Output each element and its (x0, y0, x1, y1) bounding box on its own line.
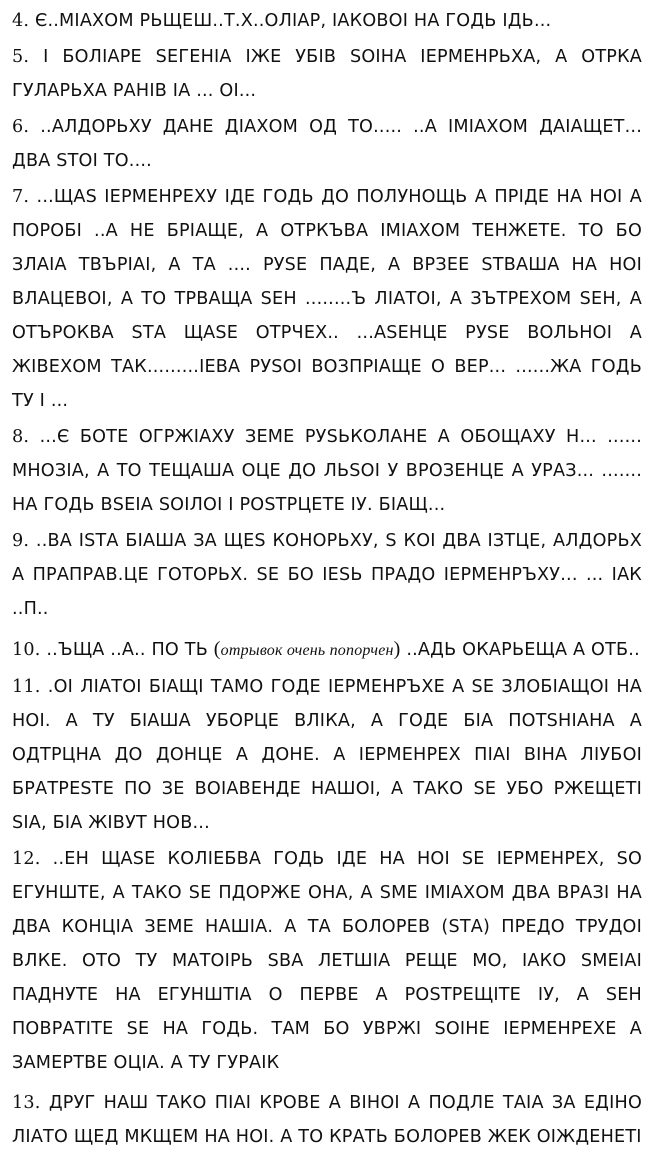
paragraph-number: 12. (12, 849, 41, 869)
paragraph-4 (12, 4, 642, 38)
paragraph-text: І БОЛІАРЕ ЅЕГЕНІА ІЖЕ УБІВ ЅОІНА ІЕРМЕНРЬХА, А ОТРКА ГУЛАРЬХА РАНІВ ІА ... ОІ... (12, 47, 643, 101)
paragraph-13 (12, 1086, 642, 1154)
paragraph-text: ..ВА ІЅТА БІАША ЗА ЩЕЅ КОНОРЬХУ, Ѕ КОІ ДВА ІЗТЦЕ, АЛДОРЬХ А ПРАПРАВ.ЦЕ ГОТОРЬХ. ЅЕ БО ІЕЅЬ ПРАДО ІЕРМЕНРЪХУ... ... ІАК ..П.. (12, 531, 642, 619)
paragraph-number: 6. (12, 117, 30, 137)
paragraph-number: 10. (12, 640, 41, 660)
paragraph-number: 13. (12, 1093, 41, 1113)
paragraph-text: ...ЩАЅ ІЕРМЕНРЕХУ ІДЕ ГОДЬ ДО ПОЛУНОЩЬ А ПРІДЕ НА НОІ А ПОРОБІ ..А НЕ БРІАЩЕ, А ОТРКЪВА ІМІАХОМ ТЕНЖЕТЕ. ТО БО ЗЛАІА ТВЪРІАІ, А ТА .... РУЅЕ ПАДЕ, А ВРЗЕЕ ЅТВАША НА НОІ ВЛАЦЕВОІ, А ТО ТРВАЩА ЅЕН ........Ъ ЛІАТОІ, А ЗЪТРЕХОМ ЅЕН, А ОТЪРОКВА ЅТА ЩАЅЕ ОТРЧЕХ.. ...АЅЕНЦЕ РУЅЕ ВОЛЬНОІ А ЖІВЕХОМ ТАК.........ІЕВА РУЅОІ ВОЗПРІАЩЕ О ВЕР... ......ЖА ГОДЬ ТУ І ... (12, 187, 642, 411)
paragraph-10 (12, 632, 642, 668)
paragraph-12 (12, 842, 642, 1080)
paragraph-11 (12, 670, 642, 840)
close-paren: ) (393, 638, 401, 660)
paragraph-8 (12, 420, 642, 522)
open-paren: ( (213, 638, 221, 660)
paragraph-6 (12, 110, 642, 178)
paragraph-text: ДРУГ НАШ ТАКО ПІАІ КРОВЕ А ВІНОІ А ПОДЛЕ ТАІА ЗА ЕДІНО ЛІАТО ЩЕД МКЩЕМ НА НОІ. А ТО КРАТЬ БОЛОРЕВ ЖЕК ОІЖДЕНЕТІ (12, 1093, 642, 1147)
paragraph-number: 8. (12, 427, 30, 447)
paragraph-5 (12, 40, 642, 108)
paragraph-number: 7. (12, 187, 30, 207)
paragraph-text: ..ЕН ЩАЅЕ КОЛІЕБВА ГОДЬ ІДЕ НА НОІ ЅЕ ІЕРМЕНРЕХ, ЅО ЕГУНШТЕ, А ТАКО ЅЕ ПДОРЖЕ ОНА, А ЅМЕ ІМІАХОМ ДВА ВРАЗІ НА ДВА КОНЦІА ЗЕМЕ НАШІА. А ТА БОЛОРЕВ (ЅТА) ПРЕДО ТРУДОІ ВЛКЕ. ОТО ТУ МАТОІРЬ ЅВА ЛЕТШІА РЕЩЕ МО, ІАКО ЅМЕІАІ ПАДНУТЕ НА ЕГУНШТІА О ПЕРВЕ А РОЅТРЕЩІТЕ ІУ, А ЅЕН ПОВРАТІТЕ ЅЕ НА ГОДЬ. ТАМ БО УВРЖІ ЅОІНЕ ІЕРМЕНРЕХЕ А ЗАМЕРТВЕ ОЦІА. А ТУ ГУРАІК (12, 849, 642, 1073)
paragraph-9 (12, 524, 642, 626)
paragraph-number: 9. (12, 531, 30, 551)
paragraph-text: Є..МІАХОМ РЬЩЕШ..Т.Х..ОЛІАР, ІАКОВОІ НА ГОДЬ ІДЬ... (34, 11, 552, 31)
paragraph-number: 5. (12, 47, 30, 67)
paragraph-text: .ОІ ЛІАТОІ БІАЩІ ТАМО ГОДЕ ІЕРМЕНРЪХЕ А ЅЕ ЗЛОБІАЩОІ НА НОІ. А ТУ БІАША УБОРЦЕ ВЛІКА, А ГОДЕ БІА ПОТЅНІАНА А ОДТРЦНА ДО ДОНЦЕ А ДОНЕ. А ІЕРМЕНРЕХ ПІАІ ВІНА ЛІУБОІ БРАТРЕЅТЕ ПО ЗЕ ВОІАВЕНДЕ НАШОІ, А ТАКО ЅЕ УБО РЖЕЩЕТІ ЅІА, БІА ЖІВУТ НОВ... (12, 677, 642, 833)
paragraph-text: ...Є БОТЕ ОГРЖІАХУ ЗЕМЕ РУЅЬКОЛАНЕ А ОБОЩАХУ Н... ...... МНОЗІА, А ТО ТЕЩАША ОЦЕ ДО ЛЬЅОІ У ВРОЗЕНЦЕ А УРАЗ... ....... НА ГОДЬ ВЅЕІА ЅОІЛОІ І РОЅТРЦЕТЕ ІУ. БІАЩ... (12, 427, 642, 515)
editorial-note: отрывок очень попорчен (220, 642, 394, 659)
paragraph-text: ..АЛДОРЬХУ ДАНЕ ДІАХОМ ОД ТО..... ..А ІМІАХОМ ДАІАЩЕТ... ДВА ЅТОІ ТО.... (12, 117, 642, 171)
paragraph-number: 11. (12, 677, 41, 697)
paragraph-number: 4. (12, 11, 30, 31)
paragraph-7 (12, 180, 642, 418)
paragraph-text: ..ЪЩА ..А.. ПО ТЬ (46, 640, 208, 660)
paragraph-text-tail: ..АДЬ ОКАРЬЕЩА А ОТБ.. (406, 640, 640, 660)
